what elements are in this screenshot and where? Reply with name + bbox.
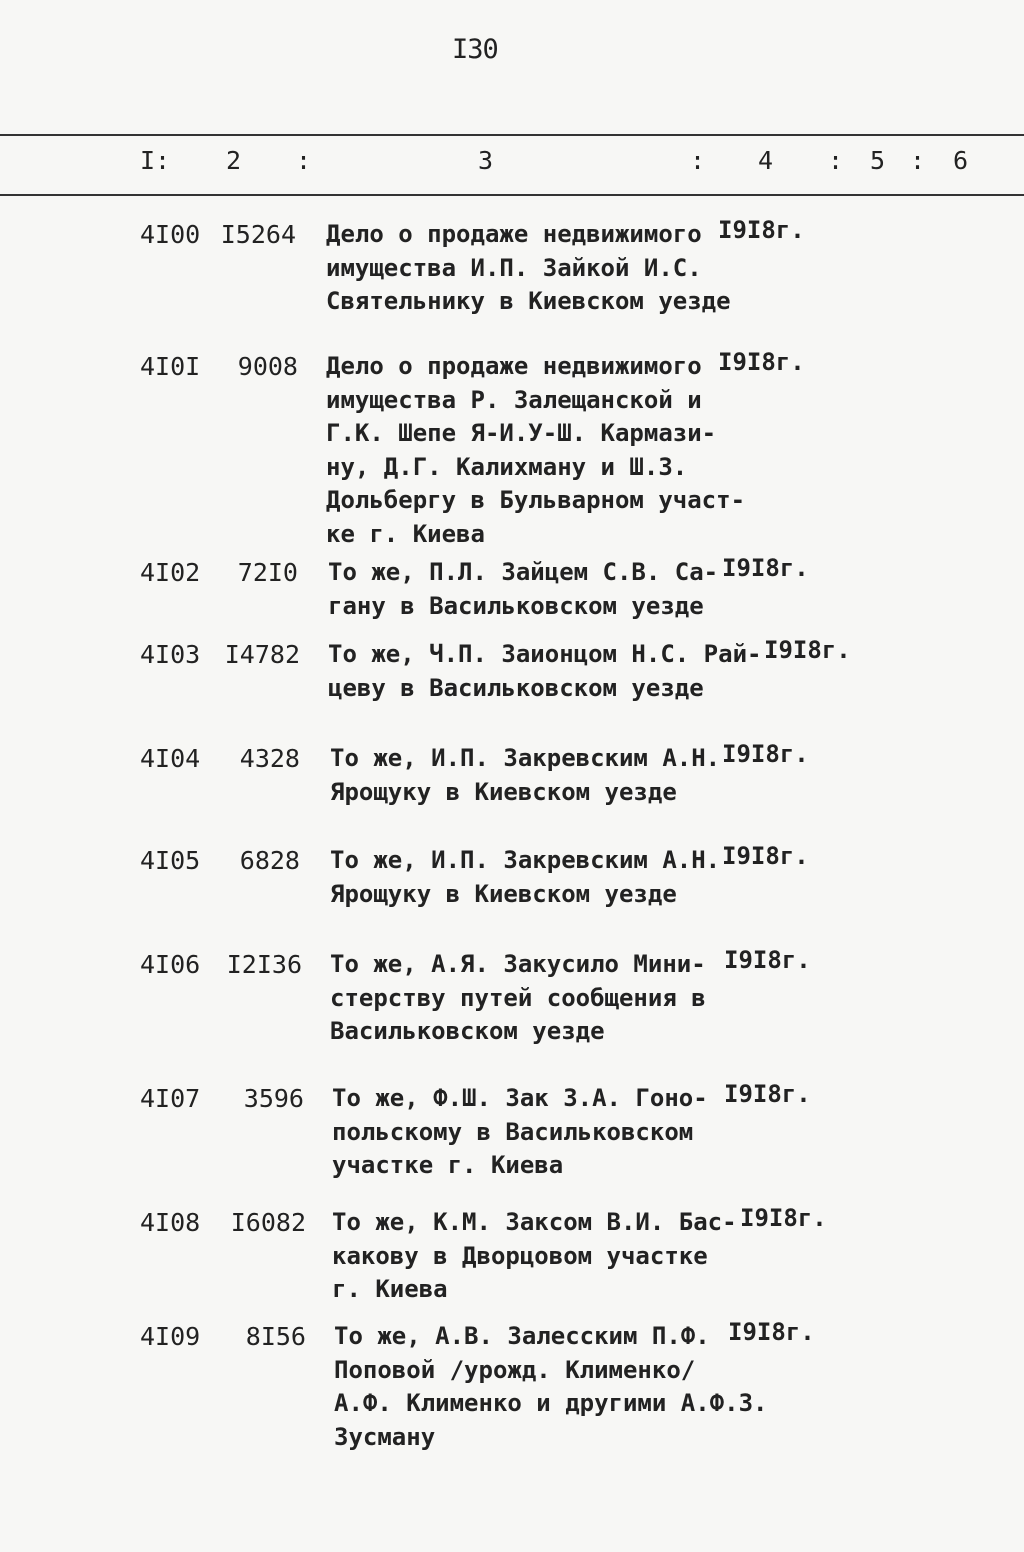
header-col-6: 6: [953, 146, 969, 175]
description-line: То же, Ф.Ш. Зак З.А. Гоно-: [332, 1084, 708, 1112]
record-description: [332, 1082, 708, 1183]
record-code: I5264: [220, 220, 296, 249]
record-number: 4I08: [140, 1208, 201, 1237]
description-line: гану в Васильковском уезде: [328, 591, 704, 620]
header-col-1: I:: [140, 146, 171, 175]
description-line: То же, И.П. Закревским А.Н.: [330, 744, 721, 772]
record-year: I9I8г.: [722, 740, 809, 768]
description-line: Г.К. Шепе Я-И.У-Ш. Кармази-: [326, 419, 717, 447]
record-code: 4328: [239, 744, 300, 773]
record-year: I9I8г.: [722, 554, 809, 582]
description-line: польскому в Васильковском: [332, 1117, 694, 1146]
record-number: 4I05: [140, 846, 201, 875]
page-number: I30: [452, 34, 498, 65]
record-description: [326, 350, 745, 551]
record-number: 4I03: [140, 640, 201, 669]
record-description: [332, 1206, 737, 1307]
record-number: 4I04: [140, 744, 201, 773]
header-col-3: 3: [478, 146, 494, 175]
description-line: То же, А.В. Залесским П.Ф.: [334, 1322, 710, 1350]
description-line: Поповой /урожд. Клименко/: [334, 1355, 696, 1384]
description-line: имущества И.П. Зайкой И.С.: [326, 253, 702, 282]
record-number: 4I02: [140, 558, 201, 587]
description-line: То же, П.Л. Зайцем С.В. Са-: [328, 558, 719, 586]
record-code: 72I0: [237, 558, 298, 587]
record-code: I2I36: [226, 950, 302, 979]
description-line: Дело о продаже недвижимого: [326, 352, 702, 380]
record-number: 4I0I: [140, 352, 201, 381]
header-bottom-rule: [0, 194, 1024, 196]
description-line: То же, А.Я. Закусило Мини-: [330, 950, 706, 978]
description-line: А.Ф. Клименко и другими А.Ф.З.: [334, 1389, 768, 1417]
header-col-2: 2: [226, 146, 242, 175]
record-year: I9I8г.: [764, 636, 851, 664]
record-description: [326, 218, 731, 319]
description-line: Васильковском уезде: [330, 1017, 605, 1045]
record-year: I9I8г.: [718, 216, 805, 244]
header-col-4: 4: [758, 146, 774, 175]
record-year: I9I8г.: [740, 1204, 827, 1232]
record-year: I9I8г.: [724, 1080, 811, 1108]
record-year: I9I8г.: [724, 946, 811, 974]
header-separator: :: [910, 146, 926, 175]
record-code: 6828: [239, 846, 300, 875]
description-line: То же, Ч.П. Заионцом Н.С. Рай-: [328, 640, 762, 668]
header-separator: :: [828, 146, 844, 175]
record-description: [328, 556, 718, 623]
description-line: Дольбергу в Бульварном участ-: [326, 486, 746, 514]
header-separator: :: [690, 146, 706, 175]
record-number: 4I07: [140, 1084, 201, 1113]
description-line: имущества Р. Залещанской и: [326, 385, 702, 414]
description-line: ну, Д.Г. Калихману и Ш.З.: [326, 452, 688, 481]
header-top-rule: [0, 134, 1024, 136]
description-line: Зусману: [334, 1422, 436, 1451]
description-line: стерству путей сообщения в: [330, 983, 706, 1012]
record-number: 4I09: [140, 1322, 201, 1351]
description-line: То же, И.П. Закревским А.Н.: [330, 846, 721, 874]
description-line: какову в Дворцовом участке: [332, 1241, 708, 1270]
record-code: I6082: [230, 1208, 306, 1237]
description-line: цеву в Васильковском уезде: [328, 673, 704, 702]
record-description: [330, 948, 706, 1049]
record-code: I4782: [224, 640, 300, 669]
record-code: 8I56: [245, 1322, 306, 1351]
description-line: г. Киева: [332, 1275, 448, 1303]
record-number: 4I06: [140, 950, 201, 979]
description-line: То же, К.М. Заксом В.И. Бас-: [332, 1208, 737, 1236]
description-line: ке г. Киева: [326, 519, 485, 548]
record-code: 3596: [243, 1084, 304, 1113]
description-line: Ярощуку в Киевском уезде: [330, 879, 677, 908]
record-year: I9I8г.: [728, 1318, 815, 1346]
record-year: I9I8г.: [722, 842, 809, 870]
description-line: участке г. Киева: [332, 1151, 564, 1179]
record-description: [328, 638, 761, 705]
record-description: [330, 844, 720, 911]
header-col-5: 5: [870, 146, 886, 175]
record-code: 9008: [237, 352, 298, 381]
description-line: Ярощуку в Киевском уезде: [330, 777, 677, 806]
record-description: [334, 1320, 767, 1454]
description-line: Святельнику в Киевском уезде: [326, 287, 731, 315]
record-description: [330, 742, 720, 809]
record-number: 4I00: [140, 220, 201, 249]
header-separator: :: [296, 146, 312, 175]
description-line: Дело о продаже недвижимого: [326, 220, 702, 248]
record-year: I9I8г.: [718, 348, 805, 376]
